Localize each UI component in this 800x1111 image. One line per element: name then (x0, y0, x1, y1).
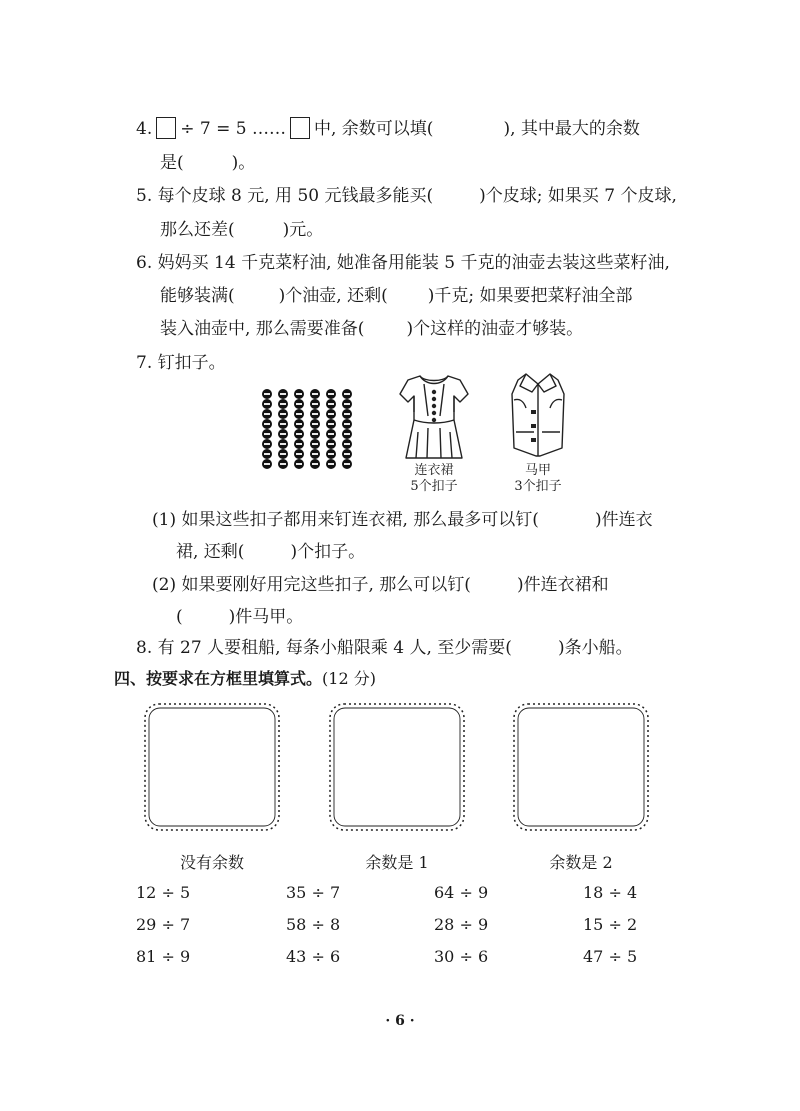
button-icon (310, 439, 320, 449)
button-icon (278, 459, 288, 469)
q4-text-2b: )。 (231, 153, 256, 173)
button-icon (326, 459, 336, 469)
button-icon (278, 419, 288, 429)
button-icon (294, 439, 304, 449)
expression[interactable]: 29 ÷ 7 (136, 915, 191, 934)
q6-line1 (136, 252, 670, 274)
button-icon (310, 449, 320, 459)
button-icon (294, 449, 304, 459)
page-number: · 6 · (385, 1013, 415, 1029)
q7-sub2-text-2b: )件马甲。 (228, 607, 304, 627)
label-remainder-2: 余数是 2 (549, 853, 613, 872)
q7-sub2-text-1b: )件连衣裙和 (516, 575, 609, 595)
label-remainder-1: 余数是 1 (365, 853, 429, 872)
q4-text-end: ), 其中最大的余数 (503, 119, 640, 139)
q5-line1 (136, 185, 677, 207)
button-icon (262, 429, 272, 439)
q6-text-1: 6. 妈妈买 14 千克菜籽油, 她准备用能装 5 千克的油壶去装这些菜籽油, (136, 253, 670, 273)
q6-line2 (160, 285, 632, 307)
expression[interactable]: 35 ÷ 7 (286, 883, 341, 902)
q4-text-2a: 是( (160, 153, 184, 173)
button-icon (342, 429, 352, 439)
button-icon (278, 429, 288, 439)
q7-sub2-line2 (176, 606, 303, 628)
button-icon (326, 449, 336, 459)
q8-text-b: )条小船。 (557, 638, 633, 658)
button-icon (262, 419, 272, 429)
button-icon (278, 389, 288, 399)
button-icon (310, 419, 320, 429)
q5-line2 (160, 219, 323, 241)
dress-illustration (398, 372, 470, 462)
q8-line (136, 637, 633, 659)
button-icon (326, 409, 336, 419)
button-icon (310, 429, 320, 439)
button-grid (262, 389, 362, 469)
button-icon (342, 409, 352, 419)
q6-text-2a: 能够装满( (160, 286, 235, 306)
q7-sub1-text-2a: 裙, 还剩( (176, 542, 245, 562)
button-icon (326, 429, 336, 439)
vest-illustration (506, 370, 570, 462)
q4-line1 (136, 117, 640, 140)
button-icon (294, 409, 304, 419)
vest-button-count: 3个扣子 (514, 479, 562, 494)
q7-title: 7. 钉扣子。 (136, 353, 226, 373)
q6-text-2c: )千克; 如果要把菜籽油全部 (427, 286, 633, 306)
expression[interactable]: 30 ÷ 6 (434, 947, 489, 966)
q6-line3 (160, 318, 583, 340)
button-icon (294, 459, 304, 469)
button-icon (342, 449, 352, 459)
q4-text: 中, 余数可以填( (313, 119, 434, 139)
dividend-box[interactable] (156, 117, 176, 139)
remainder-box[interactable] (290, 117, 310, 139)
button-icon (262, 459, 272, 469)
button-icon (310, 459, 320, 469)
q7-sub1-text-1b: )件连衣 (594, 510, 653, 530)
expression[interactable]: 81 ÷ 9 (136, 947, 191, 966)
vest-name: 马甲 (524, 463, 551, 478)
button-icon (294, 419, 304, 429)
button-icon (342, 419, 352, 429)
button-icon (294, 429, 304, 439)
button-icon (262, 449, 272, 459)
label-no-remainder: 没有余数 (179, 853, 244, 872)
button-icon (342, 399, 352, 409)
button-icon (326, 399, 336, 409)
q5-text-1b: )个皮球; 如果买 7 个皮球, (479, 186, 677, 206)
dress-button-count: 5个扣子 (410, 479, 458, 494)
answer-frame-remainder-2[interactable] (512, 702, 650, 832)
expression[interactable]: 58 ÷ 8 (286, 915, 341, 934)
button-icon (310, 399, 320, 409)
expression[interactable]: 47 ÷ 5 (583, 947, 638, 966)
q7-sub1-line2 (176, 541, 365, 563)
button-icon (262, 399, 272, 409)
button-icon (278, 409, 288, 419)
q7-sub1-text-2b: )个扣子。 (290, 542, 366, 562)
button-icon (342, 439, 352, 449)
button-icon (294, 389, 304, 399)
q6-text-3a: 装入油壶中, 那么需要准备( (160, 319, 365, 339)
button-icon (278, 449, 288, 459)
expression[interactable]: 28 ÷ 9 (434, 915, 489, 934)
section-4-title: 四、按要求在方框里填算式。 (114, 669, 323, 688)
q4-line2 (160, 152, 255, 174)
answer-frame-remainder-1[interactable] (328, 702, 466, 832)
button-icon (310, 409, 320, 419)
button-icon (342, 389, 352, 399)
button-icon (342, 459, 352, 469)
button-icon (326, 439, 336, 449)
button-icon (262, 409, 272, 419)
button-icon (278, 439, 288, 449)
button-icon (294, 399, 304, 409)
expression[interactable]: 12 ÷ 5 (136, 883, 191, 902)
q5-text-1a: 5. 每个皮球 8 元, 用 50 元钱最多能买( (136, 186, 434, 206)
dress-name: 连衣裙 (414, 463, 454, 478)
answer-frame-no-remainder[interactable] (143, 702, 281, 832)
q5-text-2a: 那么还差( (160, 220, 235, 240)
expression[interactable]: 64 ÷ 9 (434, 883, 489, 902)
q6-text-3b: )个这样的油壶才够装。 (406, 319, 584, 339)
button-icon (278, 399, 288, 409)
q7-sub2-line1 (152, 574, 609, 596)
section-4-heading (114, 668, 376, 690)
q7-sub2-text-1a: (2) 如果要刚好用完这些扣子, 那么可以钉( (152, 575, 471, 595)
q4-expression: ÷ 7 = 5 …… (180, 119, 286, 139)
button-icon (262, 439, 272, 449)
expression[interactable]: 18 ÷ 4 (583, 883, 638, 902)
q6-text-2b: )个油壶, 还剩( (278, 286, 388, 306)
q7-sub2-text-2a: ( (176, 607, 183, 627)
q5-text-2b: )元。 (282, 220, 324, 240)
button-icon (262, 389, 272, 399)
section-4-points: (12 分) (322, 669, 376, 688)
expression[interactable]: 15 ÷ 2 (583, 915, 638, 934)
q4-number: 4. (136, 119, 153, 139)
button-icon (326, 389, 336, 399)
button-icon (326, 419, 336, 429)
q8-text-a: 8. 有 27 人要租船, 每条小船限乘 4 人, 至少需要( (136, 638, 512, 658)
q7-sub1-line1 (152, 509, 653, 531)
q7-sub1-text-1a: (1) 如果这些扣子都用来钉连衣裙, 那么最多可以钉( (152, 510, 539, 530)
expression[interactable]: 43 ÷ 6 (286, 947, 341, 966)
button-icon (310, 389, 320, 399)
